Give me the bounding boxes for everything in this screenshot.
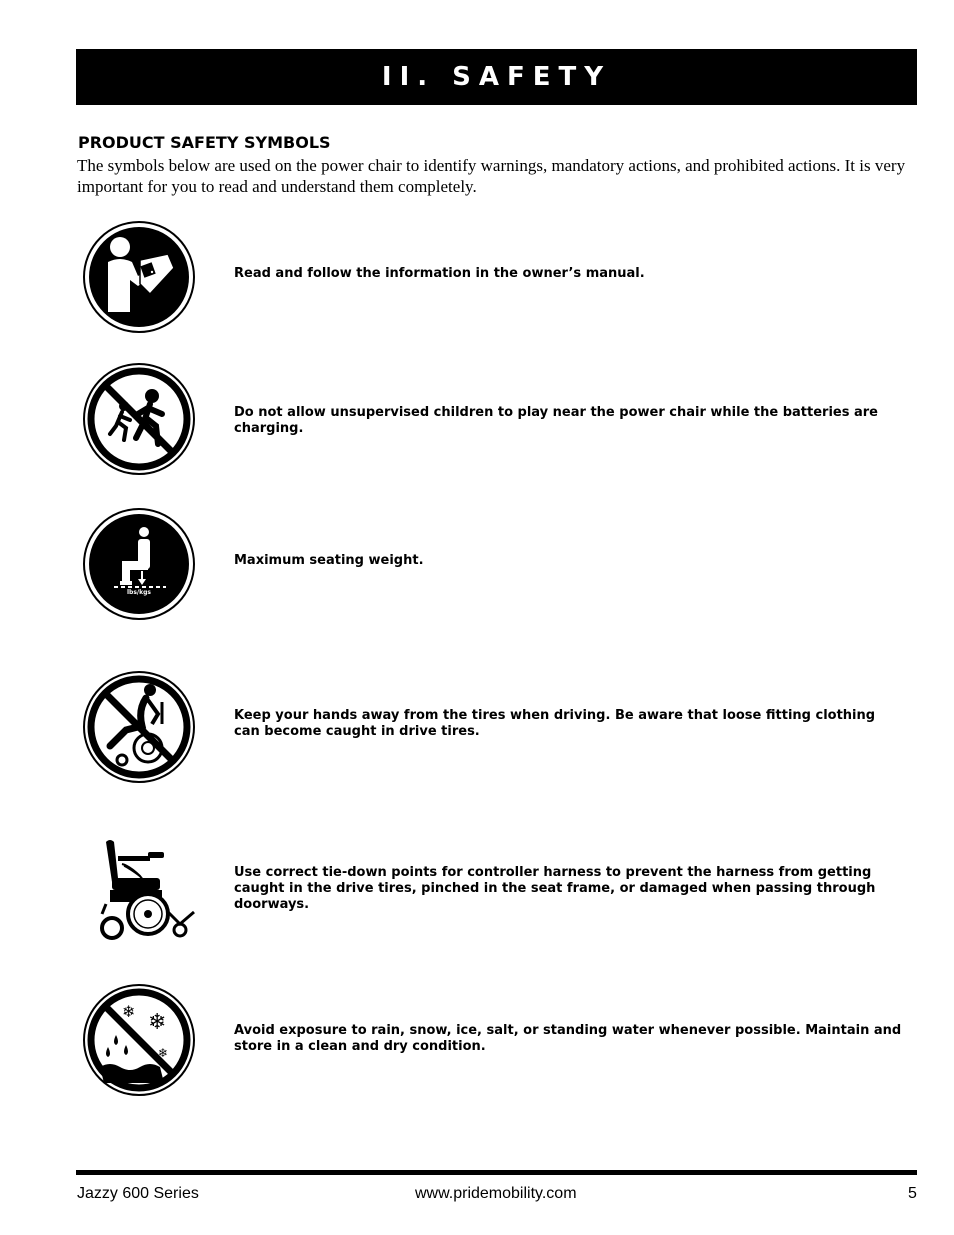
symbol-description: Keep your hands away from the tires when driving. Be aware that loose fitting clothing can become caught in drive tires. bbox=[234, 708, 876, 739]
section-banner bbox=[76, 49, 917, 105]
symbol-description: Use correct tie-down points for controller harness to prevent the harness from getting caught in the drive tires, pinched in the seat frame, or damaged when passing through doorways. bbox=[234, 865, 876, 912]
symbol-description: Do not allow unsupervised children to play near the power chair while the batteries are charging. bbox=[234, 405, 878, 436]
subsection-heading: PRODUCT SAFETY SYMBOLS bbox=[78, 133, 331, 152]
max-weight-icon bbox=[82, 507, 196, 621]
svg-text:❄: ❄ bbox=[122, 1002, 136, 1021]
no-water-exposure-icon bbox=[82, 983, 196, 1097]
no-children-icon bbox=[82, 362, 196, 476]
symbol-description: Read and follow the information in the owner’s manual. bbox=[234, 266, 645, 281]
power-chair-harness-icon bbox=[82, 832, 196, 946]
page-number: 5 bbox=[908, 1185, 917, 1202]
hands-away-tires-icon bbox=[82, 670, 196, 784]
footer-rule bbox=[76, 1170, 917, 1175]
read-manual-icon bbox=[82, 220, 196, 334]
intro-paragraph: The symbols below are used on the power chair to identify warnings, mandatory actions, and prohibited actions. It is very important for you to read and understand them completely. bbox=[77, 156, 906, 196]
footer-website: www.pridemobility.com bbox=[415, 1185, 577, 1202]
section-title: II. SAFETY bbox=[381, 62, 612, 92]
svg-text:❄: ❄ bbox=[158, 1046, 169, 1060]
symbol-description: Avoid exposure to rain, snow, ice, salt, or standing water whenever possible. Maintain and store in a clean and dry condition. bbox=[234, 1023, 902, 1054]
weight-unit-label: lbs/kgs bbox=[127, 589, 151, 596]
svg-text:❄: ❄ bbox=[148, 1010, 167, 1035]
symbol-description: Maximum seating weight. bbox=[234, 553, 424, 568]
footer-series: Jazzy 600 Series bbox=[77, 1185, 199, 1202]
